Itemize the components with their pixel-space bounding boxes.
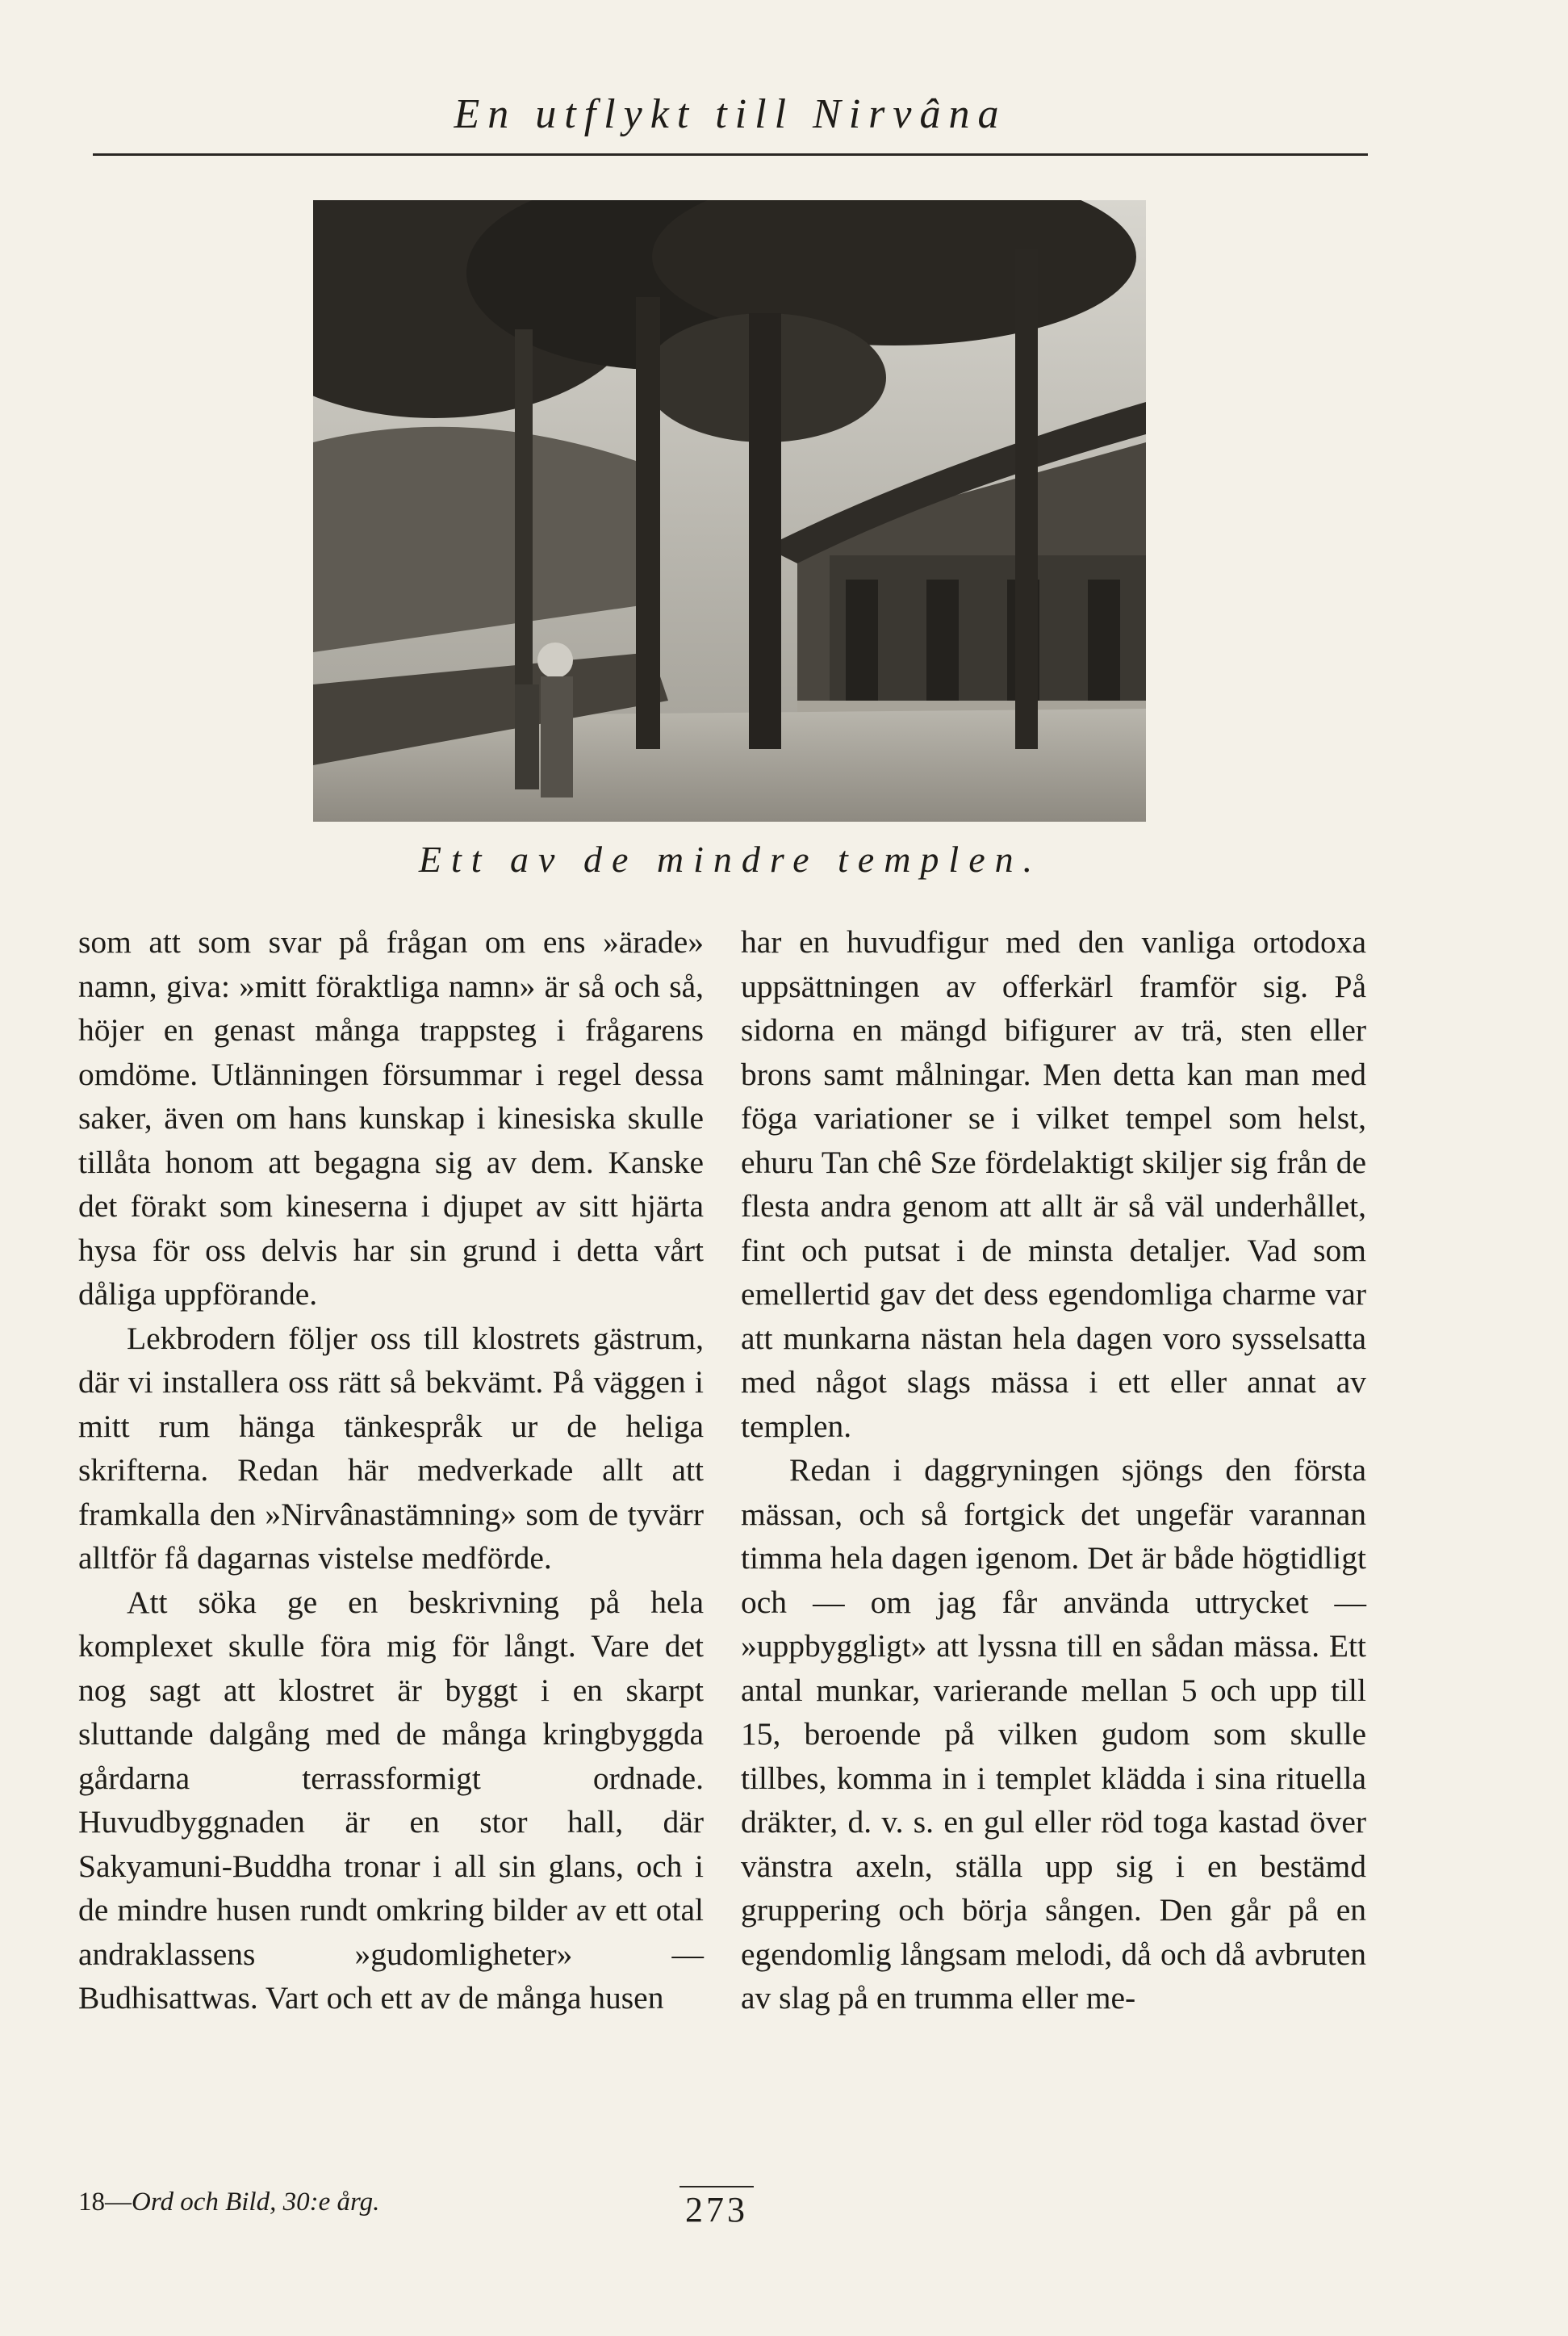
publication-source: Ord och Bild, 30:e årg. [132,2187,380,2217]
paragraph: har en huvudfigur med den vanliga ortodoxa uppsättningen av offerkärl framför sig. På sidorna en mängd bifigurer av trä, sten eller brons samt målningar. Men detta kan man med föga variationer se i vilket tempel som helst, ehuru Tan chê Sze fördelaktigt skiljer sig från de flesta andra genom att allt är så väl underhållet, fint och putsat i de minsta detaljer. Vad som emellertid gav det dess egendomliga charme var att munkarna nästan hela dagen voro sysselsatta med något slags mässa i ett eller annat av templen. [741,924,1366,1444]
page-number-rule [679,2186,754,2187]
running-title: En utflykt till Nirvâna [454,91,1007,137]
text-column-right [741,920,1366,2020]
figure-caption: Ett av de mindre templen. [418,839,1043,880]
page-number: 273 [685,2190,748,2229]
paragraph: Lekbrodern följer oss till klostrets gästrum, där vi installera oss rätt så bekvämt. På väggen i mitt rum hänga tänkespråk ur de heliga skrifterna. Redan här medverkade allt att framkalla den »Nirvânastämning» som de tyvärr alltför få dagarnas vistelse medförde. [78,1320,704,1576]
temple-photograph-icon [313,200,1146,822]
signature-number: 18— [78,2187,132,2217]
text-column-left [78,920,704,2020]
paragraph: som att som svar på frågan om ens »ärade» namn, giva: »mitt föraktliga namn» är så och så, höjer en genast många trappsteg i frågarens omdöme. Utlänningen försummar i regel dessa saker, även om hans kunskap i kinesiska skulle tillåta honom att begagna sig av dem. Kanske det förakt som kineserna i djupet av sitt hjärta hysa för oss delvis har sin grund i detta vårt dåliga uppförande. [78,924,704,1312]
paragraph: Redan i daggryningen sjöngs den första mässan, och så fortgick det ungefär varannan timma hela dagen igenom. Det är både högtidligt och — om jag får använda uttrycket — »uppbyggligt» att lyssna till en sådan mässa. Ett antal munkar, varierande mellan 5 och upp till 15, beroende på vilken gudom som skulle tillbes, komma in i templet klädda i sina rituella dräkter, d. v. s. en gul eller röd toga kastad över vänstra axeln, ställa upp sig i en bestämd gruppering och börja sången. Den går på en egendomlig långsam melodi, då och då avbruten av slag på en trumma eller me- [741,1452,1366,2016]
temple-photo-drawing [313,200,1146,822]
header-rule [93,153,1368,156]
paragraph: Att söka ge en beskrivning på hela komplexet skulle föra mig för långt. Vare det nog sagt att klostret är byggt i en skarpt sluttande dalgång med de många kringbyggda gårdarna terrassformigt ordnade. Huvudbyggnaden är en stor hall, där Sakyamuni-Buddha tronar i all sin glans, och i de mindre husen rundt omkring bilder av ett otal andraklassens »gudomligheter» — Budhisattwas. Vart och ett av de många husen [78,1584,704,2016]
footer-source [78,2187,379,2217]
